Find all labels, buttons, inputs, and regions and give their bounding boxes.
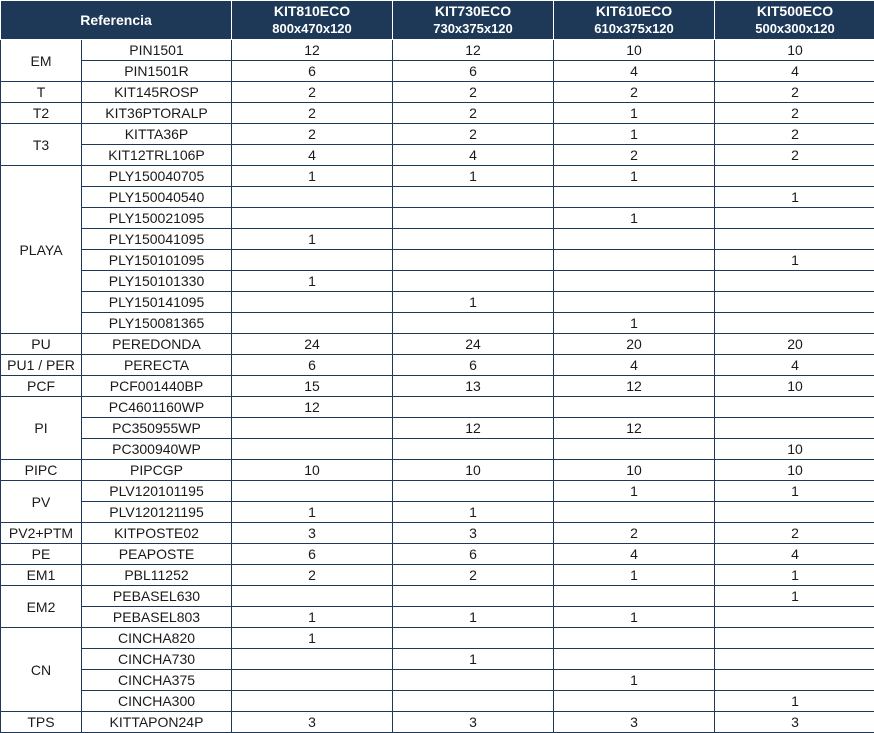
quantity-cell: 10 (715, 376, 874, 397)
group-code-cell: EM1 (1, 565, 82, 586)
quantity-cell (715, 292, 874, 313)
quantity-cell: 1 (554, 565, 715, 586)
quantity-cell: 2 (715, 124, 874, 145)
quantity-cell: 2 (232, 82, 393, 103)
table-row (1, 502, 874, 523)
quantity-cell (393, 271, 554, 292)
quantity-cell (715, 649, 874, 670)
quantity-cell (715, 271, 874, 292)
quantity-cell (715, 670, 874, 691)
quantity-cell: 1 (232, 166, 393, 187)
table-row (1, 229, 874, 250)
kit-dimensions: 800x470x120 (232, 20, 392, 37)
quantity-cell: 1 (554, 103, 715, 124)
table-row (1, 397, 874, 418)
quantity-cell: 4 (554, 61, 715, 82)
header-kit-1 (232, 1, 393, 40)
reference-cell: PC350955WP (82, 418, 232, 439)
header-referencia: Referencia (1, 1, 232, 40)
table-row (1, 565, 874, 586)
reference-cell: PIN1501R (82, 61, 232, 82)
quantity-cell (232, 418, 393, 439)
quantity-cell (232, 439, 393, 460)
quantity-cell: 1 (715, 691, 874, 712)
table-row (1, 481, 874, 502)
group-code-cell: CN (1, 628, 82, 712)
table-row (1, 649, 874, 670)
group-code-cell: PI (1, 397, 82, 460)
table-header (1, 1, 874, 40)
quantity-cell (232, 691, 393, 712)
quantity-cell (393, 481, 554, 502)
quantity-cell: 3 (715, 712, 874, 733)
quantity-cell: 12 (393, 40, 554, 61)
quantity-cell: 1 (554, 313, 715, 334)
quantity-cell (554, 502, 715, 523)
quantity-cell: 2 (715, 145, 874, 166)
quantity-cell: 10 (393, 460, 554, 481)
quantity-cell: 2 (232, 103, 393, 124)
reference-cell: PIPCGP (82, 460, 232, 481)
reference-cell: CINCHA375 (82, 670, 232, 691)
reference-cell: PERECTA (82, 355, 232, 376)
table-row (1, 691, 874, 712)
quantity-cell: 2 (393, 565, 554, 586)
quantity-cell (393, 691, 554, 712)
table-row (1, 40, 874, 61)
quantity-cell: 1 (232, 628, 393, 649)
reference-cell: PIN1501 (82, 40, 232, 61)
quantity-cell: 2 (715, 523, 874, 544)
reference-cell: KITTAPON24P (82, 712, 232, 733)
quantity-cell: 1 (554, 607, 715, 628)
quantity-cell: 2 (393, 103, 554, 124)
quantity-cell (393, 628, 554, 649)
group-code-cell: T2 (1, 103, 82, 124)
quantity-cell: 15 (232, 376, 393, 397)
table-row (1, 376, 874, 397)
quantity-cell (554, 229, 715, 250)
reference-cell: KIT12TRL106P (82, 145, 232, 166)
quantity-cell (393, 208, 554, 229)
table-row (1, 82, 874, 103)
quantity-cell: 1 (554, 481, 715, 502)
group-code-cell: PV2+PTM (1, 523, 82, 544)
quantity-cell: 1 (715, 187, 874, 208)
quantity-cell (393, 439, 554, 460)
quantity-cell: 4 (715, 61, 874, 82)
quantity-cell (393, 397, 554, 418)
reference-cell: PEBASEL630 (82, 586, 232, 607)
quantity-cell (715, 397, 874, 418)
quantity-cell: 1 (715, 481, 874, 502)
table-row (1, 460, 874, 481)
group-code-cell: PU (1, 334, 82, 355)
group-code-cell: EM (1, 40, 82, 82)
quantity-cell: 6 (232, 61, 393, 82)
quantity-cell (554, 250, 715, 271)
quantity-cell: 24 (232, 334, 393, 355)
header-kit-2 (393, 1, 554, 40)
header-row (1, 1, 874, 40)
quantity-cell (232, 586, 393, 607)
quantity-cell: 10 (715, 460, 874, 481)
reference-cell: PLY150041095 (82, 229, 232, 250)
group-code-cell: EM2 (1, 586, 82, 628)
table-row (1, 187, 874, 208)
group-code-cell: PE (1, 544, 82, 565)
quantity-cell (232, 292, 393, 313)
reference-cell: CINCHA730 (82, 649, 232, 670)
kit-dimensions: 610x375x120 (554, 20, 714, 37)
table-row (1, 145, 874, 166)
table-row (1, 313, 874, 334)
quantity-cell: 1 (715, 565, 874, 586)
group-code-cell: PIPC (1, 460, 82, 481)
quantity-cell (554, 439, 715, 460)
quantity-cell: 10 (554, 40, 715, 61)
quantity-cell (232, 481, 393, 502)
table-body (1, 40, 874, 733)
reference-cell: KIT145ROSP (82, 82, 232, 103)
quantity-cell (554, 649, 715, 670)
kit-dimensions: 730x375x120 (393, 20, 553, 37)
quantity-cell: 12 (554, 418, 715, 439)
header-kit-4 (715, 1, 874, 40)
table-row (1, 208, 874, 229)
quantity-cell: 20 (554, 334, 715, 355)
quantity-cell (393, 313, 554, 334)
quantity-cell: 2 (554, 82, 715, 103)
quantity-cell: 2 (715, 103, 874, 124)
quantity-cell: 24 (393, 334, 554, 355)
quantity-cell: 3 (232, 523, 393, 544)
quantity-cell (393, 670, 554, 691)
table-row (1, 544, 874, 565)
quantity-cell (232, 250, 393, 271)
quantity-cell: 4 (232, 145, 393, 166)
kit-dimensions: 500x300x120 (715, 20, 874, 37)
quantity-cell: 12 (232, 397, 393, 418)
quantity-cell (393, 187, 554, 208)
quantity-cell (393, 229, 554, 250)
quantity-cell: 1 (232, 607, 393, 628)
table-row (1, 103, 874, 124)
reference-cell: PLY150081365 (82, 313, 232, 334)
quantity-cell (232, 313, 393, 334)
quantity-cell: 6 (393, 61, 554, 82)
quantity-cell: 1 (554, 208, 715, 229)
quantity-cell: 10 (554, 460, 715, 481)
quantity-cell: 2 (554, 523, 715, 544)
table-row (1, 334, 874, 355)
quantity-cell: 1 (554, 124, 715, 145)
group-code-cell: T3 (1, 124, 82, 166)
reference-cell: PCF001440BP (82, 376, 232, 397)
quantity-cell (554, 187, 715, 208)
group-code-cell: PLAYA (1, 166, 82, 334)
quantity-cell: 1 (393, 607, 554, 628)
quantity-cell: 1 (554, 166, 715, 187)
reference-cell: KIT36PTORALP (82, 103, 232, 124)
quantity-cell: 1 (393, 292, 554, 313)
quantity-cell: 12 (232, 40, 393, 61)
quantity-cell: 4 (554, 544, 715, 565)
reference-cell: PBL11252 (82, 565, 232, 586)
quantity-cell: 10 (232, 460, 393, 481)
reference-cell: PLV120121195 (82, 502, 232, 523)
quantity-cell: 4 (715, 355, 874, 376)
quantity-cell: 4 (393, 145, 554, 166)
reference-cell: CINCHA300 (82, 691, 232, 712)
group-code-cell: PU1 / PER (1, 355, 82, 376)
kit-name: KIT610ECO (554, 3, 714, 20)
quantity-cell: 2 (232, 124, 393, 145)
quantity-cell: 2 (232, 565, 393, 586)
quantity-cell (554, 292, 715, 313)
quantity-cell (715, 208, 874, 229)
quantity-cell: 1 (554, 670, 715, 691)
quantity-cell: 6 (393, 544, 554, 565)
table-row (1, 250, 874, 271)
group-code-cell: PV (1, 481, 82, 523)
quantity-cell: 2 (393, 82, 554, 103)
table-row (1, 166, 874, 187)
quantity-cell: 2 (393, 124, 554, 145)
group-code-cell: T (1, 82, 82, 103)
table-row (1, 586, 874, 607)
reference-cell: PLV120101195 (82, 481, 232, 502)
quantity-cell: 6 (232, 355, 393, 376)
quantity-cell (554, 691, 715, 712)
quantity-cell: 3 (393, 523, 554, 544)
quantity-cell: 3 (554, 712, 715, 733)
quantity-cell (393, 586, 554, 607)
reference-cell: PEAPOSTE (82, 544, 232, 565)
reference-cell: KITTA36P (82, 124, 232, 145)
reference-cell: PLY150021095 (82, 208, 232, 229)
quantity-cell (554, 397, 715, 418)
header-kit-3 (554, 1, 715, 40)
quantity-cell: 6 (393, 355, 554, 376)
quantity-cell: 1 (393, 649, 554, 670)
reference-cell: PLY150141095 (82, 292, 232, 313)
quantity-cell (232, 208, 393, 229)
table-row (1, 628, 874, 649)
quantity-cell: 2 (715, 82, 874, 103)
quantity-cell (554, 628, 715, 649)
quantity-cell (715, 418, 874, 439)
quantity-cell (715, 229, 874, 250)
reference-cell: CINCHA820 (82, 628, 232, 649)
kit-name: KIT730ECO (393, 3, 553, 20)
quantity-cell (232, 670, 393, 691)
quantity-cell: 10 (715, 439, 874, 460)
quantity-cell (715, 166, 874, 187)
table-row (1, 670, 874, 691)
reference-cell: PEBASEL803 (82, 607, 232, 628)
kit-name: KIT500ECO (715, 3, 874, 20)
quantity-cell: 4 (715, 544, 874, 565)
quantity-cell: 3 (232, 712, 393, 733)
quantity-cell: 20 (715, 334, 874, 355)
quantity-cell (715, 607, 874, 628)
quantity-cell: 1 (393, 166, 554, 187)
table-row (1, 124, 874, 145)
table-row (1, 607, 874, 628)
quantity-cell: 1 (715, 250, 874, 271)
quantity-cell: 4 (554, 355, 715, 376)
quantity-cell: 12 (554, 376, 715, 397)
quantity-cell: 1 (232, 271, 393, 292)
quantity-cell (554, 586, 715, 607)
table-row (1, 355, 874, 376)
reference-cell: KITPOSTE02 (82, 523, 232, 544)
quantity-cell (715, 502, 874, 523)
table-row (1, 523, 874, 544)
quantity-cell: 6 (232, 544, 393, 565)
quantity-cell (232, 649, 393, 670)
table-row (1, 292, 874, 313)
table-row (1, 439, 874, 460)
table-row (1, 418, 874, 439)
reference-cell: PEREDONDA (82, 334, 232, 355)
quantity-cell (715, 313, 874, 334)
quantity-cell (554, 271, 715, 292)
reference-cell: PLY150101095 (82, 250, 232, 271)
quantity-cell: 1 (393, 502, 554, 523)
quantity-cell: 3 (393, 712, 554, 733)
reference-cell: PLY150040540 (82, 187, 232, 208)
reference-cell: PLY150101330 (82, 271, 232, 292)
quantity-cell (232, 187, 393, 208)
kit-name: KIT810ECO (232, 3, 392, 20)
quantity-cell (393, 250, 554, 271)
reference-cell: PC4601160WP (82, 397, 232, 418)
quantity-cell: 1 (232, 229, 393, 250)
reference-cell: PLY150040705 (82, 166, 232, 187)
group-code-cell: PCF (1, 376, 82, 397)
quantity-cell: 2 (554, 145, 715, 166)
quantity-cell: 1 (715, 586, 874, 607)
quantity-cell: 1 (232, 502, 393, 523)
quantity-cell: 12 (393, 418, 554, 439)
table-row (1, 712, 874, 733)
quantity-cell: 10 (715, 40, 874, 61)
table-row (1, 271, 874, 292)
group-code-cell: TPS (1, 712, 82, 733)
quantity-cell: 13 (393, 376, 554, 397)
table-row (1, 61, 874, 82)
reference-cell: PC300940WP (82, 439, 232, 460)
quantity-cell (715, 628, 874, 649)
